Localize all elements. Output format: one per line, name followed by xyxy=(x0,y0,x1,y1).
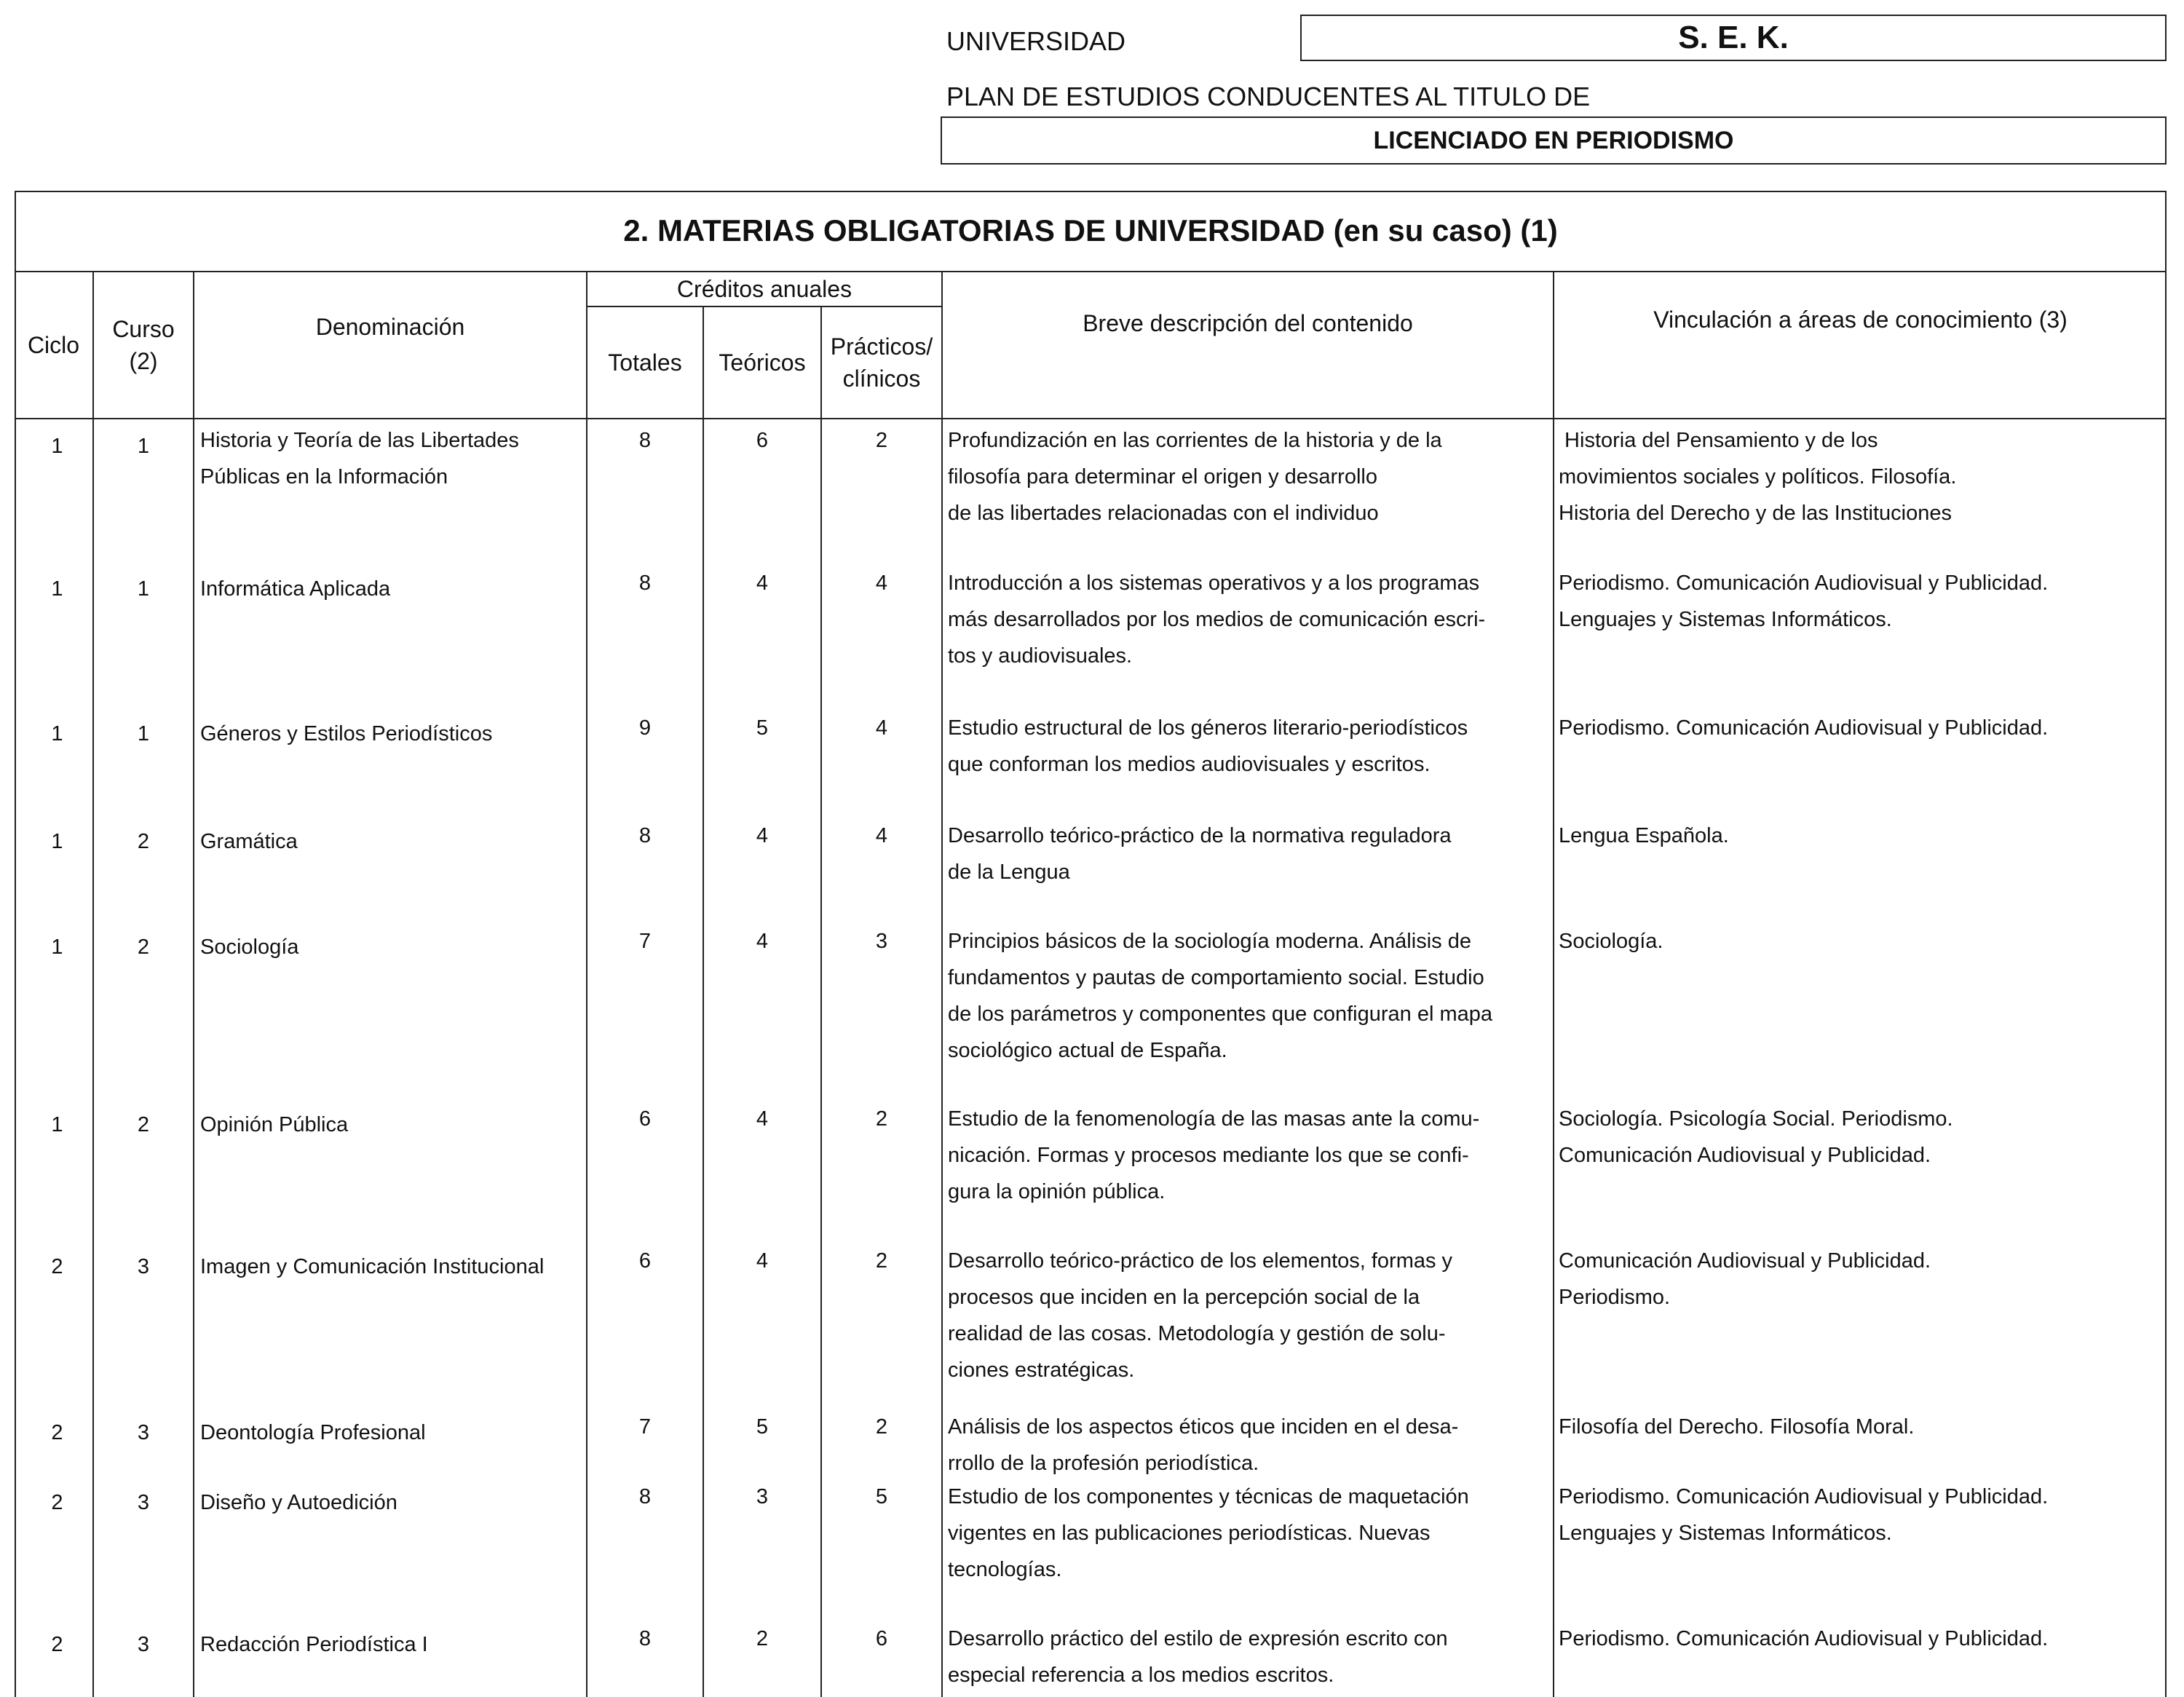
cell-ciclo: 1 xyxy=(51,1113,63,1136)
cell-ciclo: 2 xyxy=(51,1491,63,1514)
col-header-vinculacion: Vinculación a áreas de conocimiento (3) xyxy=(1653,306,2068,333)
cell-totales: 8 xyxy=(638,1627,652,1650)
cell-curso: 1 xyxy=(137,722,150,745)
col-line-1 xyxy=(92,271,94,1697)
cell-vinculacion: Periodismo. Comunicación Audiovisual y Publicidad. xyxy=(1559,716,2049,740)
cell-curso: 1 xyxy=(137,435,150,458)
cell-vinculacion: Filosofía del Derecho. Filosofía Moral. xyxy=(1559,1415,1915,1439)
cell-ciclo: 2 xyxy=(51,1421,63,1444)
cell-teoricos: 4 xyxy=(756,1107,769,1131)
section-title: 2. MATERIAS OBLIGATORIAS DE UNIVERSIDAD (en su caso) (1) xyxy=(623,213,1558,248)
plan-label: PLAN DE ESTUDIOS CONDUCENTES AL TITULO DE xyxy=(946,82,1591,111)
cell-practicos: 2 xyxy=(875,1107,888,1131)
titulo-value: LICENCIADO EN PERIODISMO xyxy=(1373,126,1734,154)
titulo-value-box xyxy=(941,116,2167,165)
cell-denominacion: Sociología xyxy=(200,935,299,959)
cell-ciclo: 1 xyxy=(51,722,63,745)
cell-totales: 8 xyxy=(638,824,652,847)
cell-totales: 8 xyxy=(638,571,652,595)
cell-teoricos: 4 xyxy=(756,571,769,595)
cell-ciclo: 1 xyxy=(51,577,63,601)
cell-denominacion: Historia y Teoría de las Libertades Públicas en la Información xyxy=(200,429,519,488)
cell-practicos: 4 xyxy=(875,824,888,847)
cell-practicos: 2 xyxy=(875,1249,888,1273)
cell-practicos: 2 xyxy=(875,1415,888,1439)
cell-denominacion: Redacción Periodística I xyxy=(200,1633,428,1656)
col-header-teoricos: Teóricos xyxy=(719,349,806,376)
cell-curso: 3 xyxy=(137,1491,150,1514)
cell-totales: 7 xyxy=(638,930,652,953)
cell-descripcion: Estudio de los componentes y técnicas de maquetación vigentes en las publicaciones periodísticas. Nuevas tecnologías. xyxy=(948,1485,1469,1581)
cell-practicos: 4 xyxy=(875,716,888,740)
cell-curso: 2 xyxy=(137,1113,150,1136)
cell-curso: 3 xyxy=(137,1633,150,1656)
cell-teoricos: 4 xyxy=(756,824,769,847)
cell-denominacion: Diseño y Autoedición xyxy=(200,1491,397,1514)
cell-practicos: 5 xyxy=(875,1485,888,1508)
cell-ciclo: 1 xyxy=(51,935,63,959)
cell-curso: 3 xyxy=(137,1421,150,1444)
col-header-denominacion: Denominación xyxy=(315,314,465,340)
cell-practicos: 2 xyxy=(875,429,888,452)
cell-vinculacion: Periodismo. Comunicación Audiovisual y Publicidad. xyxy=(1559,1627,2049,1650)
cell-practicos: 4 xyxy=(875,571,888,595)
cell-totales: 6 xyxy=(638,1249,652,1273)
cell-curso: 1 xyxy=(137,577,150,601)
cell-curso: 2 xyxy=(137,830,150,853)
cell-totales: 8 xyxy=(638,1485,652,1508)
cell-teoricos: 4 xyxy=(756,1249,769,1273)
cell-descripcion: Desarrollo teórico-práctico de los elementos, formas y procesos que inciden en la percepción social de la realidad de las cosas. Metodología y gestión de solu- ciones estratégicas. xyxy=(948,1249,1453,1382)
cell-teoricos: 3 xyxy=(756,1485,769,1508)
cell-denominacion: Gramática xyxy=(200,830,298,853)
cell-descripcion: Estudio de la fenomenología de las masas ante la comu- nicación. Formas y procesos mediante los que se confi- gura la opinión pública. xyxy=(948,1107,1480,1203)
cell-ciclo: 1 xyxy=(51,435,63,458)
universidad-value: S. E. K. xyxy=(1678,20,1789,55)
cell-ciclo: 1 xyxy=(51,830,63,853)
cell-totales: 6 xyxy=(638,1107,652,1131)
cell-curso: 3 xyxy=(137,1255,150,1278)
cell-descripcion: Estudio estructural de los géneros literario-periodísticos que conforman los medios audiovisuales y escritos. xyxy=(948,716,1468,776)
col-line-2 xyxy=(193,271,194,1697)
cell-ciclo: 2 xyxy=(51,1633,63,1656)
universidad-value-box xyxy=(1300,15,2167,61)
col-header-descripcion: Breve descripción del contenido xyxy=(1083,310,1413,336)
cell-descripcion: Principios básicos de la sociología moderna. Análisis de fundamentos y pautas de comportamiento social. Estudio de los parámetros y componentes que configuran el mapa sociológico actual de España. xyxy=(948,930,1492,1062)
cell-curso: 2 xyxy=(137,935,150,959)
cell-vinculacion: Comunicación Audiovisual y Publicidad. Periodismo. xyxy=(1559,1249,1931,1309)
cell-denominacion: Informática Aplicada xyxy=(200,577,391,601)
cell-denominacion: Opinión Pública xyxy=(200,1113,349,1136)
cell-practicos: 3 xyxy=(875,930,888,953)
header-bottom-divider xyxy=(15,418,2167,419)
cell-vinculacion: Lengua Española. xyxy=(1559,824,1729,847)
col-header-totales: Totales xyxy=(608,349,682,376)
cell-vinculacion: Historia del Pensamiento y de los movimientos sociales y políticos. Filosofía. Historia del Derecho y de las Instituciones xyxy=(1559,429,1957,525)
cell-ciclo: 2 xyxy=(51,1255,63,1278)
universidad-label: UNIVERSIDAD xyxy=(946,26,1126,56)
cell-totales: 7 xyxy=(638,1415,652,1439)
col-header-practicos: Prácticos/ clínicos xyxy=(830,333,933,392)
cell-denominacion: Géneros y Estilos Periodísticos xyxy=(200,722,493,745)
cell-denominacion: Deontología Profesional xyxy=(200,1421,426,1444)
cell-denominacion: Imagen y Comunicación Institucional xyxy=(200,1255,545,1278)
cell-descripcion: Análisis de los aspectos éticos que inciden en el desa- rrollo de la profesión periodística. xyxy=(948,1415,1459,1475)
col-header-ciclo: Ciclo xyxy=(27,332,80,358)
cell-vinculacion: Periodismo. Comunicación Audiovisual y Publicidad. Lenguajes y Sistemas Informáticos. xyxy=(1559,571,2049,631)
cell-teoricos: 4 xyxy=(756,930,769,953)
cell-teoricos: 6 xyxy=(756,429,769,452)
cell-totales: 8 xyxy=(638,429,652,452)
cell-totales: 9 xyxy=(638,716,652,740)
cell-teoricos: 2 xyxy=(756,1627,769,1650)
cell-vinculacion: Sociología. Psicología Social. Periodismo. Comunicación Audiovisual y Publicidad. xyxy=(1559,1107,1953,1167)
cell-descripcion: Introducción a los sistemas operativos y a los programas más desarrollados por los medios de comunicación escri- tos y audiovisuales. xyxy=(948,571,1486,668)
col-line-6 xyxy=(941,271,943,1697)
cell-teoricos: 5 xyxy=(756,1415,769,1439)
cell-descripcion: Desarrollo práctico del estilo de expresión escrito con especial referencia a los medios escritos. xyxy=(948,1627,1448,1687)
cell-vinculacion: Sociología. xyxy=(1559,930,1663,953)
col-line-7 xyxy=(1553,271,1554,1697)
col-header-curso: Curso (2) xyxy=(112,316,175,374)
cell-teoricos: 5 xyxy=(756,716,769,740)
cell-descripcion: Profundización en las corrientes de la historia y de la filosofía para determinar el origen y desarrollo de las libertades relacionadas con el individuo xyxy=(948,429,1442,525)
cell-descripcion: Desarrollo teórico-práctico de la normativa reguladora de la Lengua xyxy=(948,824,1452,884)
cell-practicos: 6 xyxy=(875,1627,888,1650)
cell-vinculacion: Periodismo. Comunicación Audiovisual y Publicidad. Lenguajes y Sistemas Informáticos. xyxy=(1559,1485,2049,1545)
col-header-creditos: Créditos anuales xyxy=(676,276,852,302)
